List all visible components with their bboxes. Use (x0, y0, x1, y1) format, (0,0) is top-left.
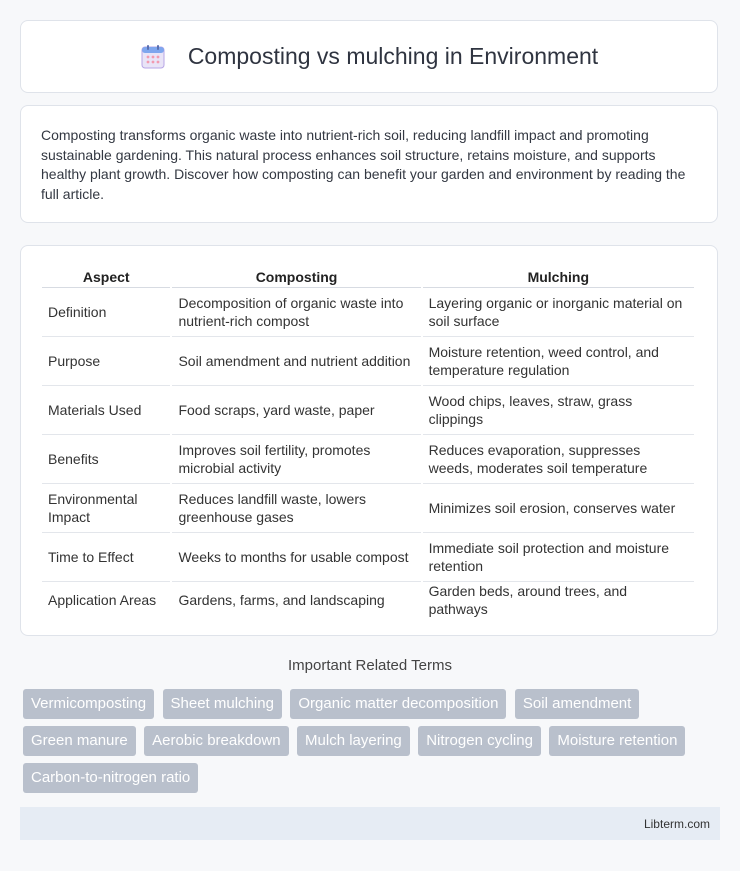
header-aspect: Aspect (42, 266, 170, 288)
table-cell-aspect: Benefits (42, 435, 170, 484)
table-cell-mulching: Immediate soil protection and moisture retention (423, 533, 694, 582)
related-term-tag[interactable]: Sheet mulching (163, 689, 282, 719)
table-header-row (42, 266, 694, 288)
table-cell-aspect: Definition (42, 288, 170, 337)
table-row (42, 337, 694, 386)
intro-card (20, 105, 718, 223)
intro-text: Composting transforms organic waste into nutrient-rich soil, reducing landfill impact and promoting sustainable gardening. This natural process enhances soil structure, retains moisture, and supports healthy plant growth. Discover how composting can benefit your garden and environment by reading the full article. (41, 127, 686, 202)
related-term-tag[interactable]: Green manure (23, 726, 136, 756)
related-terms-title: Important Related Terms (288, 657, 452, 674)
header-composting: Composting (172, 266, 420, 288)
table-cell-composting: Gardens, farms, and landscaping (178, 592, 385, 608)
header-mulching: Mulching (423, 266, 694, 288)
footer-site-link[interactable]: Libterm.com (643, 817, 710, 831)
related-terms-list (23, 689, 723, 800)
related-term-tag[interactable]: Vermicomposting (23, 689, 154, 719)
table-row (42, 386, 694, 435)
comparison-table (40, 266, 696, 618)
table-cell-aspect: Time to Effect (42, 533, 170, 582)
related-term-tag[interactable]: Carbon-to-nitrogen ratio (23, 763, 198, 793)
table-cell-mulching: Minimizes soil erosion, conserves water (423, 484, 694, 533)
table-cell-composting: Weeks to months for usable compost (172, 533, 420, 582)
related-term-tag[interactable]: Organic matter decomposition (290, 689, 506, 719)
table-cell-mulching: Garden beds, around trees, and pathways (428, 583, 628, 617)
table-cell-composting: Reduces landfill waste, lowers greenhouse gases (172, 484, 420, 533)
related-term-tag[interactable]: Nitrogen cycling (418, 726, 541, 756)
related-term-tag[interactable]: Aerobic breakdown (144, 726, 288, 756)
table-cell-mulching: Wood chips, leaves, straw, grass clippings (423, 386, 694, 435)
table-cell-composting: Decomposition of organic waste into nutrient-rich compost (172, 288, 420, 337)
table-cell-composting: Soil amendment and nutrient addition (172, 337, 420, 386)
table-row (42, 435, 694, 484)
page-title: Composting vs mulching in Environment (187, 43, 599, 69)
table-cell-aspect: Materials Used (42, 386, 170, 435)
header-card (20, 20, 718, 93)
table-cell-composting: Improves soil fertility, promotes microbial activity (172, 435, 420, 484)
table-cell-aspect: Environmental Impact (42, 484, 170, 533)
related-term-tag[interactable]: Mulch layering (297, 726, 410, 756)
table-row (42, 484, 694, 533)
comparison-table-card (20, 245, 718, 636)
table-cell-aspect: Application Areas (48, 592, 157, 608)
related-term-tag[interactable]: Soil amendment (515, 689, 639, 719)
table-cell-mulching: Layering organic or inorganic material on soil surface (423, 288, 694, 337)
calendar-icon (140, 44, 166, 70)
table-row (42, 533, 694, 582)
table-cell-mulching: Moisture retention, weed control, and temperature regulation (423, 337, 694, 386)
footer (20, 807, 720, 840)
table-cell-mulching: Reduces evaporation, suppresses weeds, moderates soil temperature (423, 435, 694, 484)
related-term-tag[interactable]: Moisture retention (549, 726, 685, 756)
table-cell-aspect: Purpose (42, 337, 170, 386)
table-cell-composting: Food scraps, yard waste, paper (172, 386, 420, 435)
table-row (42, 582, 694, 618)
table-row (42, 288, 694, 337)
